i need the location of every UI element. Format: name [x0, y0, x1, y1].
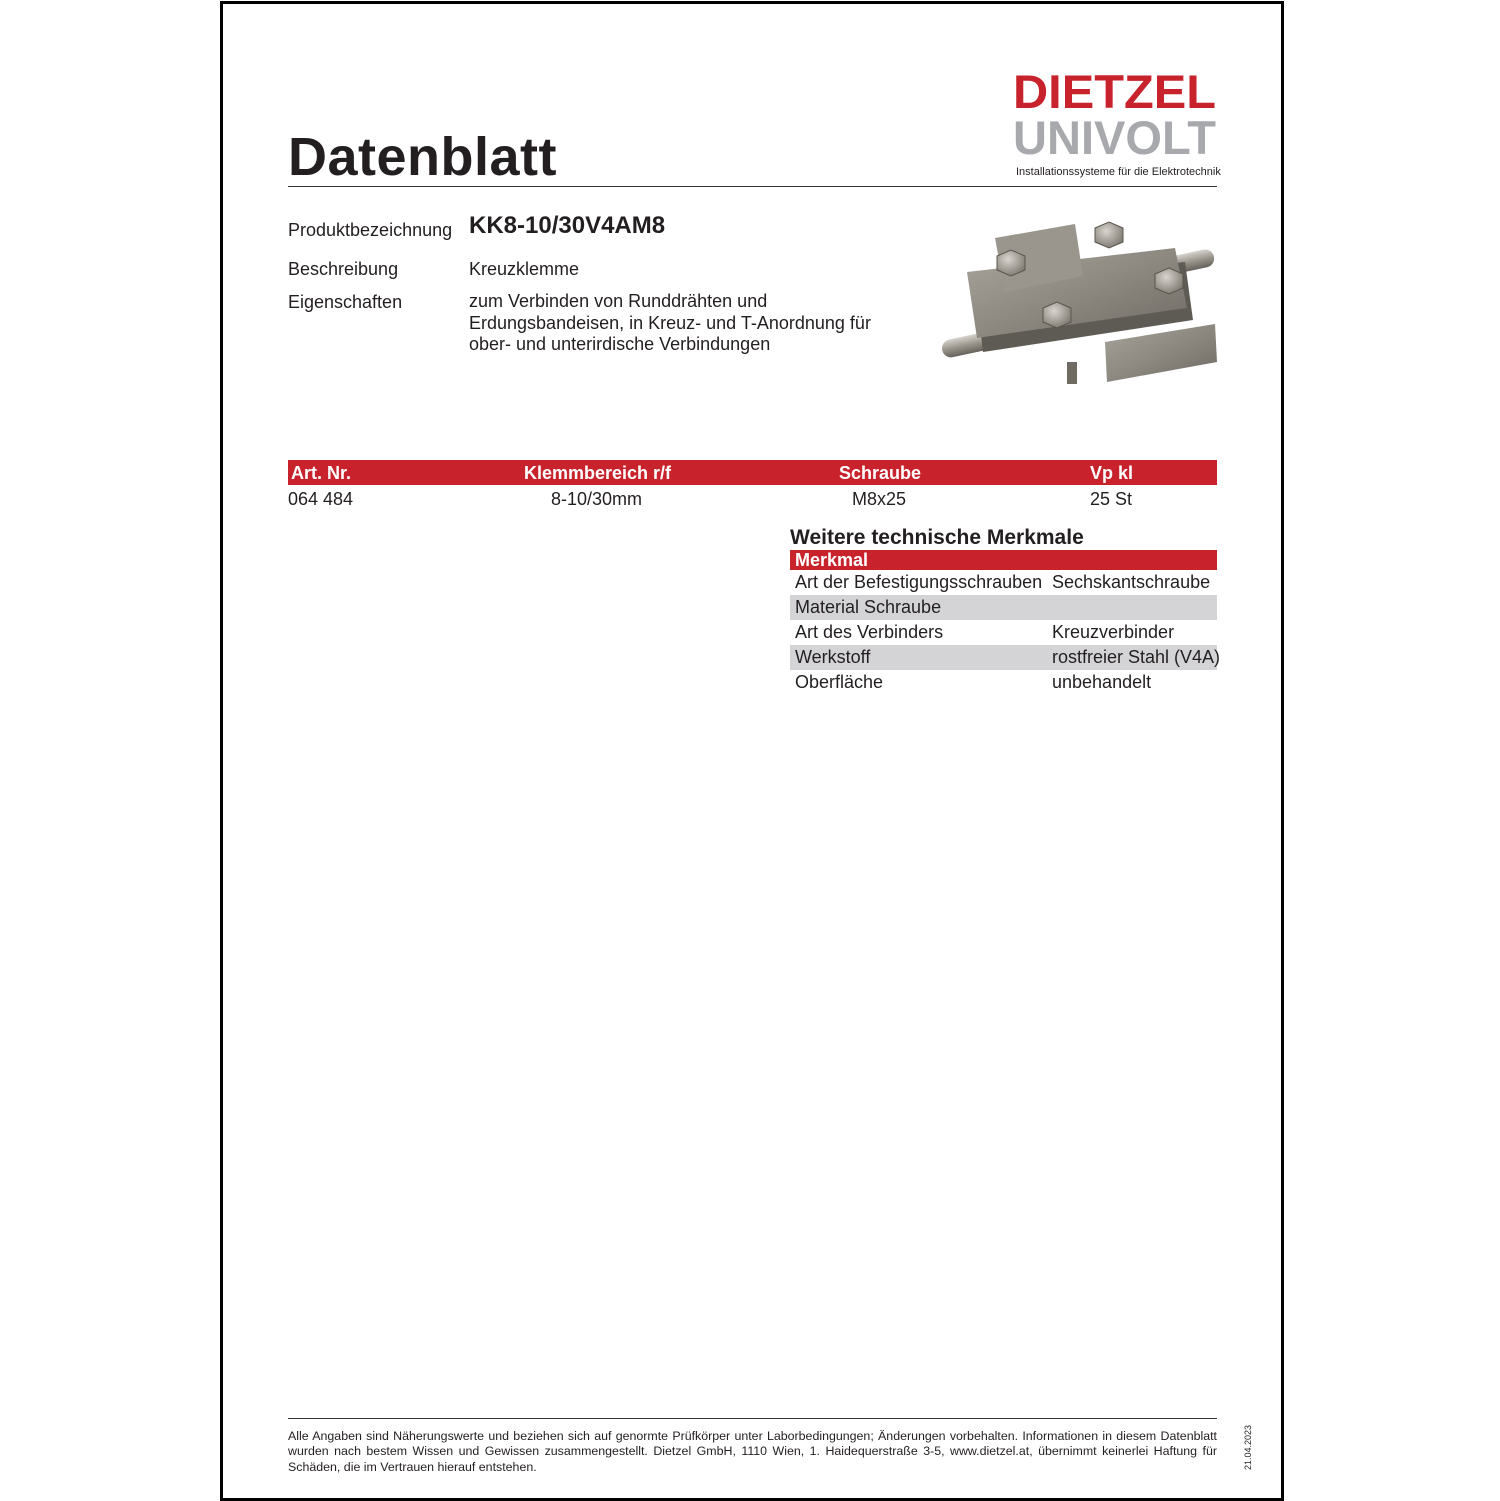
feature-value: Sechskantschraube	[1052, 572, 1211, 592]
description-label: Beschreibung	[288, 259, 399, 279]
feature-key: Art der Befestigungsschrauben	[795, 572, 1043, 592]
brand-logo	[1013, 68, 1217, 158]
feature-key: Art des Verbinders	[795, 622, 944, 642]
feature-value: Kreuzverbinder	[1052, 622, 1175, 642]
description-value: Kreuzklemme	[469, 259, 580, 279]
feature-key: Material Schraube	[795, 597, 942, 617]
table-row	[790, 670, 1217, 695]
features-header: Merkmal	[790, 550, 1217, 570]
footer-disclaimer: Alle Angaben sind Näherungswerte und beziehen sich auf genormte Prüfkörper unter Laborbedingungen; Änderungen vorbehalten. Informationen in diesem Datenblatt wurden nach bestem Wissen und Gewissen zusammengestellt. Dietzel GmbH, 1110 Wien, 1. Haidequerstraße 3-5, www.dietzel.at, übernimmt keinerlei Haftung für Schäden, die im Vertrauen hierauf entstehen.	[288, 1429, 1217, 1474]
svg-text:UNIVOLT: UNIVOLT	[1013, 111, 1217, 158]
footer-date: 21.04.2023	[1243, 1424, 1253, 1470]
features-table	[790, 550, 1221, 695]
table-row	[790, 620, 1217, 645]
feature-value: unbehandelt	[1052, 672, 1152, 692]
brand-tagline: Installationssysteme für die Elektrotechnik	[1016, 166, 1221, 178]
properties-line: Erdungsbandeisen, in Kreuz- und T-Anordnung für	[469, 312, 871, 333]
svg-text:DIETZEL: DIETZEL	[1013, 68, 1216, 118]
table-row	[790, 595, 1217, 620]
cell-klemmbereich: 8-10/30mm	[551, 489, 643, 509]
properties-line: zum Verbinden von Runddrähten und	[469, 291, 768, 311]
col-schraube: Schraube	[839, 463, 922, 483]
header-divider	[288, 186, 1217, 187]
article-table-header	[288, 460, 1217, 485]
feature-value: rostfreier Stahl (V4A)	[1052, 647, 1221, 667]
product-image	[935, 212, 1221, 394]
cell-art-nr: 064 484	[288, 489, 354, 509]
datasheet-page	[220, 1, 1284, 1501]
col-klemmbereich: Klemmbereich r/f	[524, 463, 672, 483]
page-title: Datenblatt	[288, 127, 558, 187]
col-vp-kl: Vp kl	[1090, 463, 1134, 483]
properties-label: Eigenschaften	[288, 292, 403, 312]
feature-key: Werkstoff	[795, 647, 871, 667]
cell-vp-kl: 25 St	[1090, 489, 1133, 509]
properties-value	[469, 291, 871, 356]
feature-key: Oberfläche	[795, 672, 884, 692]
properties-line: ober- und unterirdische Verbindungen	[469, 334, 771, 354]
product-name-value: KK8-10/30V4AM8	[469, 212, 666, 239]
table-row	[790, 570, 1217, 595]
features-title: Weitere technische Merkmale	[790, 526, 1084, 549]
col-art-nr: Art. Nr.	[291, 463, 352, 483]
product-name-label: Produktbezeichnung	[288, 220, 453, 240]
table-row	[790, 645, 1221, 670]
table-row	[288, 486, 1217, 511]
footer-divider	[288, 1418, 1217, 1419]
cell-schraube: M8x25	[852, 489, 907, 509]
